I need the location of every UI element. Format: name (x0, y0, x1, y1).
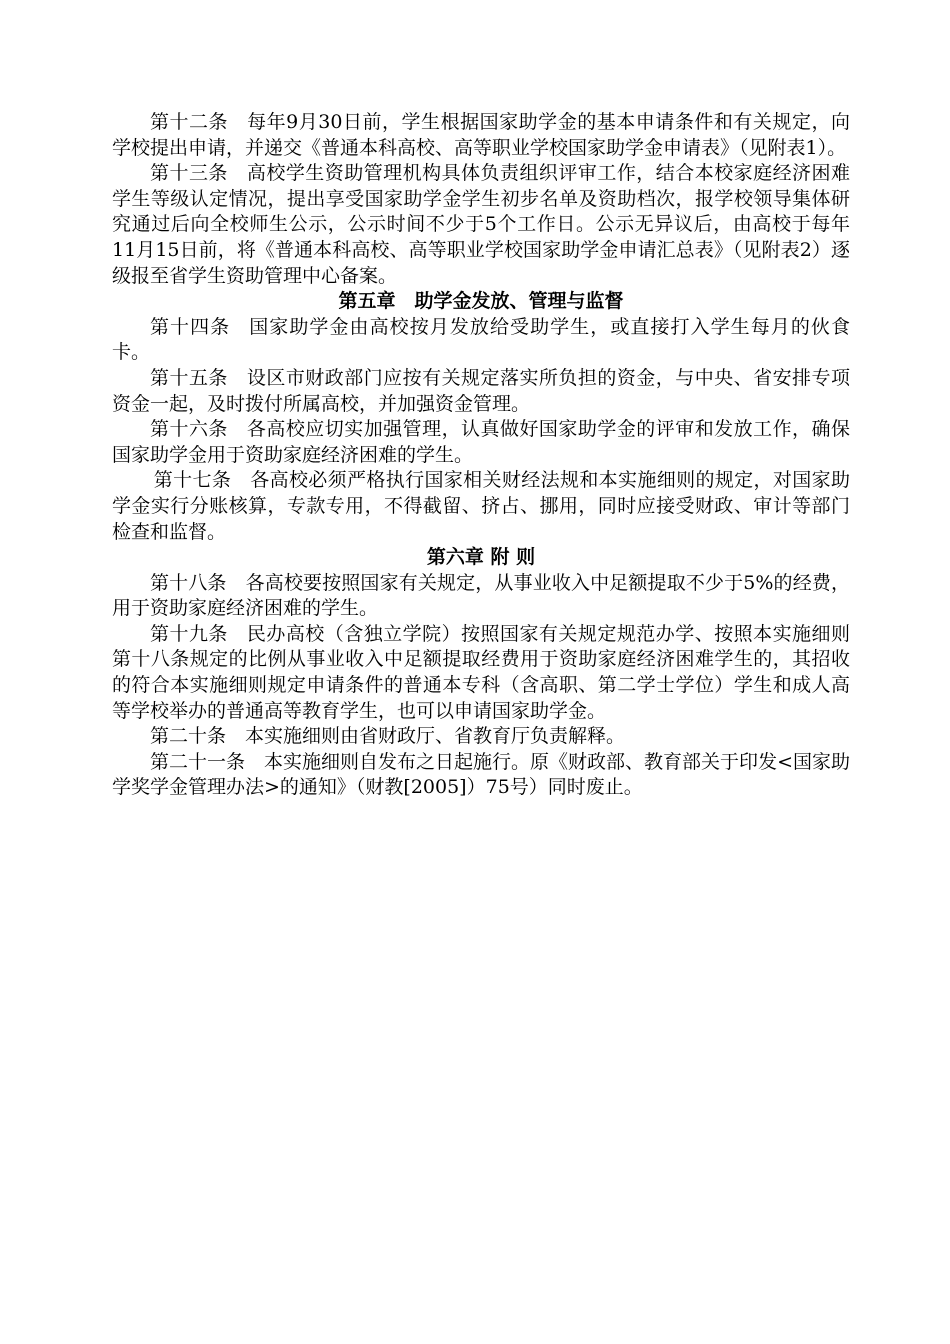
chapter-5-heading: 第五章 助学金发放、管理与监督 (338, 290, 624, 313)
article-number: 第二十一条 (150, 750, 246, 773)
article-text: 国家助学金由高校按月发放给受助学生，或直接打入学生每月的伙食卡。 (112, 315, 850, 364)
article-number: 第十二条 (150, 111, 229, 133)
article-number: 第十七条 (153, 469, 232, 492)
article-21 (112, 750, 850, 801)
article-text: 各高校必须严格执行国家相关财经法规和本实施细则的规定，对国家助学金实行分账核算，专款专用，不得截留、挤占、挪用，同时应接受财政、审计等部门检查和监督。 (112, 469, 850, 543)
article-15 (112, 366, 850, 417)
article-number: 第十四条 (150, 315, 231, 338)
article-number: 第二十条 (150, 725, 227, 748)
article-number: 第十八条 (150, 571, 227, 594)
article-text: 本实施细则由省财政厅、省教育厅负责解释。 (245, 725, 626, 748)
article-20 (112, 724, 850, 750)
article-19 (112, 622, 850, 724)
article-text: 本实施细则自发布之日起施行。原《财政部、教育部关于印发<国家助学奖学金管理办法>的通知》（财教[2005]）75号）同时废止。 (112, 750, 850, 799)
article-text: 各高校应切实加强管理，认真做好国家助学金的评审和发放工作，确保国家助学金用于资助家庭经济困难的学生。 (112, 418, 850, 466)
article-text: 每年9月30日前，学生根据国家助学金的基本申请条件和有关规定，向学校提出申请，并递交《普通本科高校、高等职业学校国家助学金申请表》（见附表1）。 (112, 111, 850, 159)
article-text: 设区市财政部门应按有关规定落实所负担的资金，与中央、省安排专项资金一起，及时拨付所属高校，并加强资金管理。 (112, 366, 850, 415)
article-16 (112, 417, 850, 468)
article-13 (112, 161, 850, 289)
article-18 (112, 571, 850, 622)
document-page (112, 110, 850, 801)
article-text: 各高校要按照国家有关规定，从事业收入中足额提取不少于5%的经费，用于资助家庭经济困难的学生。 (112, 571, 850, 620)
article-12 (112, 110, 850, 161)
chapter-6-heading: 第六章 附 则 (426, 546, 536, 569)
article-17 (112, 468, 850, 545)
article-number: 第十五条 (150, 366, 228, 389)
article-text: 高校学生资助管理机构具体负责组织评审工作，结合本校家庭经济困难学生等级认定情况，提出享受国家助学金学生初步名单及资助档次，报学校领导集体研究通过后向全校师生公示，公示时间不少于5个工作日。公示无异议后，由高校于每年11月15日前，将《普通本科高校、高等职业学校国家助学金申请汇总表》（见附表2）逐级报至省学生资助管理中心备案。 (112, 162, 850, 287)
article-number: 第十三条 (150, 162, 228, 185)
article-14 (112, 315, 850, 366)
article-text: 民办高校（含独立学院）按照国家有关规定规范办学、按照本实施细则第十八条规定的比例从事业收入中足额提取经费用于资助家庭经济困难学生的，其招收的符合本实施细则规定申请条件的普通本专科（含高职、第二学士学位）学生和成人高等学校举办的普通高等教育学生，也可以申请国家助学金。 (112, 622, 850, 722)
article-number: 第十九条 (150, 622, 228, 645)
article-number: 第十六条 (150, 418, 228, 441)
